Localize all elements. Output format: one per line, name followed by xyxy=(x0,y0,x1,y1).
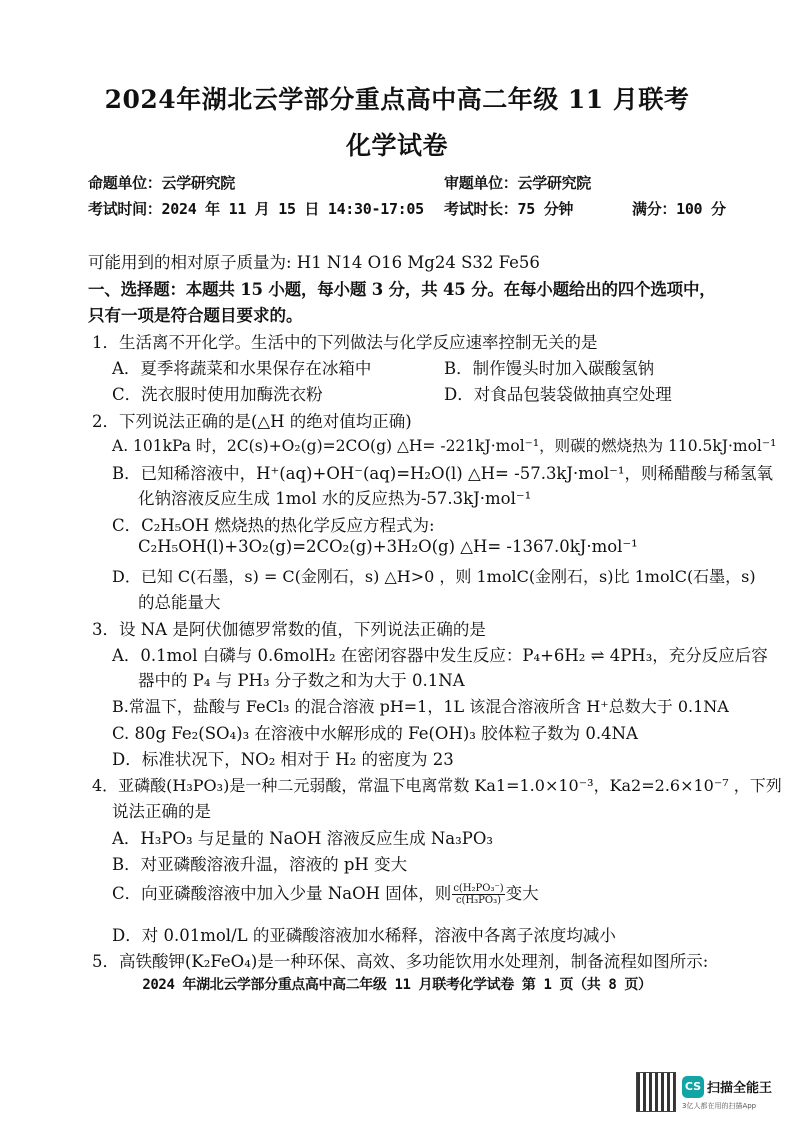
question-4-stem-cont: 说法正确的是 xyxy=(112,802,211,821)
concentration-ratio xyxy=(452,883,504,906)
q3-option-a: A．0.1mol 白磷与 0.6molH₂ 在密闭容器中发生反应：P₄+6H₂ ⇌ 4PH₃，充分反应后容 xyxy=(112,646,768,665)
q2-option-b-cont: 化钠溶液反应生成 1mol 水的反应热为-57.3kJ·mol⁻¹ xyxy=(138,489,532,508)
qr-code-icon xyxy=(636,1072,676,1112)
q3-option-a-cont: 器中的 P₄ 与 PH₃ 分子数之和为大于 0.1NA xyxy=(138,671,465,690)
q4-option-b: B．对亚磷酸溶液升温，溶液的 pH 变大 xyxy=(112,855,408,874)
reviewer-unit: 审题单位：云学研究院 xyxy=(444,174,592,192)
exam-title: 2024年湖北云学部分重点高中高二年级 11 月联考 xyxy=(104,85,690,114)
q3-option-d: D．标准状况下，NO₂ 相对于 H₂ 的密度为 23 xyxy=(112,750,454,769)
camscanner-tagline: 3亿人都在用的扫描App xyxy=(682,1102,757,1110)
q1-option-d: D．对食品包装袋做抽真空处理 xyxy=(444,385,672,404)
exam-duration: 考试时长：75 分钟 xyxy=(444,200,574,218)
q1-option-a: A．夏季将蔬菜和水果保存在冰箱中 xyxy=(112,359,372,378)
page-footer: 2024 年湖北云学部分重点高中高二年级 11 月联考化学试卷 第 1 页（共 8 页） xyxy=(142,977,652,993)
section-heading-cont: 只有一项是符合题目要求的。 xyxy=(88,306,303,325)
camscanner-name: 扫描全能王 xyxy=(707,1081,773,1096)
q4-option-a: A．H₃PO₃ 与足量的 NaOH 溶液反应生成 Na₃PO₃ xyxy=(112,829,493,848)
section-heading: 一、选择题：本题共 15 小题，每小题 3 分，共 45 分。在每小题给出的四个选项中， xyxy=(88,280,716,299)
q4-option-d: D．对 0.01mol/L 的亚磷酸溶液加水稀释，溶液中各离子浓度均减小 xyxy=(112,926,616,945)
q4-option-c-text: C．向亚磷酸溶液中加入少量 NaOH 固体，则 xyxy=(112,884,452,903)
full-score: 满分：100 分 xyxy=(632,200,726,218)
question-5-stem: 5．高铁酸钾(K₂FeO₄)是一种环保、高效、多功能饮用水处理剂，制备流程如图所示: xyxy=(92,952,709,971)
q2-option-d-cont: 的总能量大 xyxy=(138,593,221,612)
question-3-stem: 3．设 NA 是阿伏伽德罗常数的值，下列说法正确的是 xyxy=(92,620,486,639)
q4-option-c xyxy=(112,880,539,906)
q4-option-c-end: 变大 xyxy=(505,884,539,903)
question-1-stem: 1．生活离不开化学。生活中的下列做法与化学反应速率控制无关的是 xyxy=(92,333,598,352)
question-4-stem: 4．亚磷酸(H₃PO₃)是一种二元弱酸，常温下电离常数 Ka1=1.0×10⁻³，Ka2=2.6×10⁻⁷ ，下列 xyxy=(92,776,782,795)
q2-option-c: C．C₂H₅OH 燃烧热的热化学反应方程式为: xyxy=(112,516,435,535)
q2-option-c-equation: C₂H₅OH(l)+3O₂(g)=2CO₂(g)+3H₂O(g) △H= -1367.0kJ·mol⁻¹ xyxy=(138,537,638,556)
q3-option-b: B.常温下，盐酸与 FeCl₃ 的混合溶液 pH=1，1L 该混合溶液所含 H⁺总数大于 0.1NA xyxy=(112,697,729,716)
atomic-masses: 可能用到的相对原子质量为: H1 N14 O16 Mg24 S32 Fe56 xyxy=(88,253,540,272)
setter-unit: 命题单位：云学研究院 xyxy=(88,174,236,192)
camscanner-logo-icon: CS xyxy=(682,1076,704,1098)
q2-option-d: D．已知 C(石墨，s) = C(金刚石，s) △H>0 ，则 1molC(金刚石，s)比 1molC(石墨，s) xyxy=(112,567,756,586)
q2-option-a: A. 101kPa 时，2C(s)+O₂(g)=2CO(g) △H= -221kJ·mol⁻¹，则碳的燃烧热为 110.5kJ·mol⁻¹ xyxy=(112,437,777,455)
question-2-stem: 2．下列说法正确的是(△H 的绝对值均正确) xyxy=(92,412,412,431)
exam-subtitle: 化学试卷 xyxy=(345,131,448,160)
ratio-numerator: c(H₂PO₃⁻) xyxy=(453,883,504,894)
q2-option-b: B．已知稀溶液中，H⁺(aq)+OH⁻(aq)=H₂O(l) △H= -57.3kJ·mol⁻¹，则稀醋酸与稀氢氧 xyxy=(112,464,773,483)
exam-time: 考试时间：2024 年 11 月 15 日 14:30-17:05 xyxy=(88,200,424,218)
q1-option-b: B．制作馒头时加入碳酸氢钠 xyxy=(444,359,655,378)
ratio-denominator: c(H₃PO₃) xyxy=(455,895,502,906)
q1-option-c: C．洗衣服时使用加酶洗衣粉 xyxy=(112,385,323,404)
q3-option-c: C. 80g Fe₂(SO₄)₃ 在溶液中水解形成的 Fe(OH)₃ 胶体粒子数为 0.4NA xyxy=(112,724,638,743)
